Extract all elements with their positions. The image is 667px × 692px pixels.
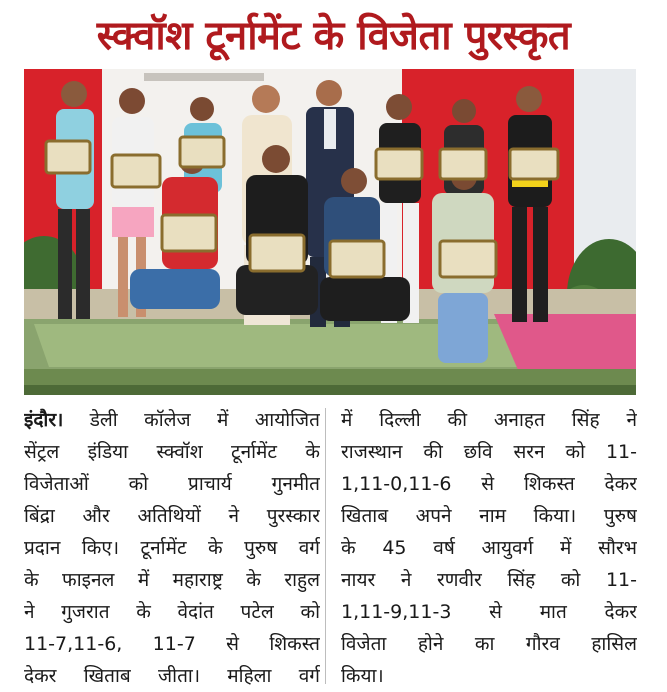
article-line: के फाइनल में महाराष्ट्र के राहुल — [24, 569, 320, 591]
headline: स्क्वॉश टूर्नामेंट के विजेता पुरस्कृत — [96, 12, 571, 59]
article-line: 1,11-9,11-3 से मात देकर — [341, 601, 637, 623]
column-divider — [325, 408, 326, 684]
dateline: इंदौर। — [24, 409, 64, 431]
article-line: सेंट्रल इंडिया स्क्वॉश टूर्नामेंट के — [24, 441, 320, 463]
article-line: विजेता होने का गौरव हासिल — [341, 633, 637, 655]
article-line: ने गुजरात के वेदांत पटेल को — [24, 601, 320, 623]
article-line: प्रदान किए। टूर्नामेंट के पुरुष वर्ग — [24, 537, 320, 559]
article-line: के 45 वर्ष आयुवर्ग में सौरभ — [341, 537, 637, 559]
article-line: बिंद्रा और अतिथियों ने पुरस्कार — [24, 505, 320, 527]
article-line: 1,11-0,11-6 से शिकस्त देकर — [341, 473, 637, 495]
article-line: किया। — [341, 665, 384, 687]
article-line: 11-7,11-6, 11-7 से शिकस्त — [24, 633, 320, 655]
article-line: विजेताओं को प्राचार्य गुनमीत — [24, 473, 320, 495]
article-line: में दिल्ली की अनाहत सिंह ने — [341, 409, 637, 431]
article-line: देकर खिताब जीता। महिला वर्ग — [24, 665, 320, 687]
article-line: राजस्थान की छवि सरन को 11- — [341, 441, 637, 463]
article-column-left — [24, 404, 320, 692]
award-ceremony-photo — [24, 69, 636, 395]
article-line: इंदौर। डेली कॉलेज में आयोजित — [24, 409, 320, 431]
article-line: नायर ने रणवीर सिंह को 11- — [341, 569, 637, 591]
article-line: खिताब अपने नाम किया। पुरुष — [341, 505, 637, 527]
article-column-right — [341, 404, 637, 692]
